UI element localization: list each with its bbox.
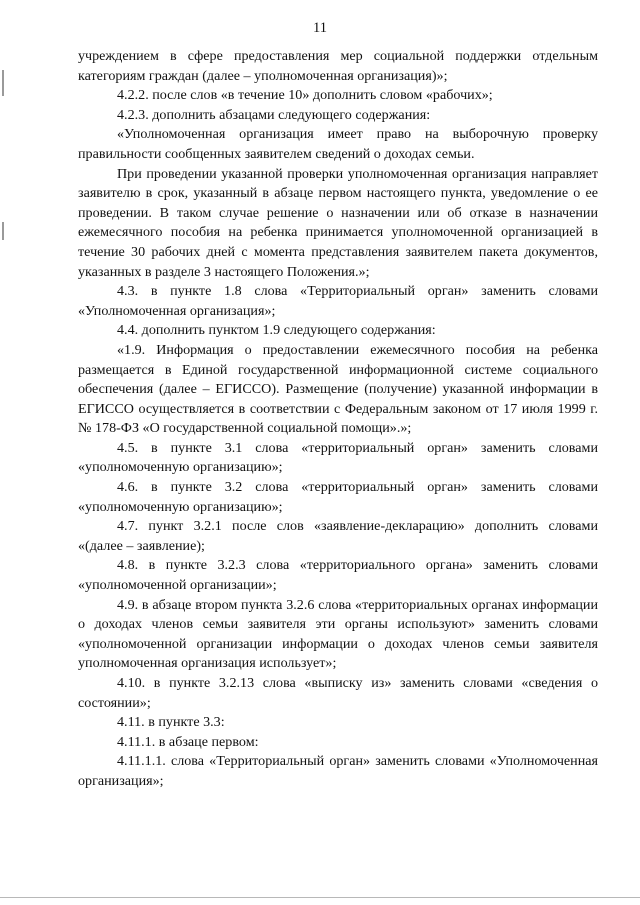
paragraph: 4.8. в пункте 3.2.3 слова «территориального органа» заменить словами «уполномоченной организации»; bbox=[78, 557, 598, 594]
paragraph: «Уполномоченная организация имеет право на выборочную проверку правильности сообщенных заявителем сведений о доходах семьи. bbox=[78, 126, 598, 162]
paragraph: 4.5. в пункте 3.1 слова «территориальный орган» заменить словами «уполномоченную организацию»; bbox=[78, 439, 598, 476]
paragraph: 4.6. в пункте 3.2 слова «территориальный орган» заменить словами «уполномоченную организацию»; bbox=[78, 479, 598, 515]
scan-bottom-edge bbox=[0, 897, 640, 898]
paragraph: При проведении указанной проверки уполномоченная организация направляет заявителю в срок, указанный в абзаце первом настоящего пункта, уведомление о ее проведении. В таком случае решение о назначении или об отказе в назначении ежемесячного пособия на ребенка принимается уполномоченной организацией в течение 30 рабочих дней с момента представления заявителем пакета документов, указанных в разделе 3 настоящего Положения.»; bbox=[78, 165, 598, 280]
paragraph: 4.2.3. дополнить абзацами следующего содержания: bbox=[117, 106, 431, 123]
paragraph: 4.11.1.1. слова «Территориальный орган» заменить словами «Уполномоченная организация»; bbox=[78, 753, 598, 789]
paragraph: 4.11. в пункте 3.3: bbox=[117, 714, 225, 731]
paragraph: «1.9. Информация о предоставлении ежемесячного пособия на ребенка размещается в Единой государственной информационной системе социального обеспечения (далее – ЕГИССО). Размещение (получение) указанной информации в ЕГИССО осуществляется в соответствии с Федеральным законом от 17 июля 1999 г. № 178-ФЗ «О государственной социальной помощи».»; bbox=[78, 341, 598, 437]
paragraph: 4.4. дополнить пунктом 1.9 следующего содержания: bbox=[117, 322, 436, 339]
paragraph: 4.2.2. после слов «в течение 10» дополнить словом «рабочих»; bbox=[117, 87, 493, 104]
document-body bbox=[78, 47, 598, 792]
scan-edge-mark bbox=[2, 70, 4, 96]
paragraph: учреждением в сфере предоставления мер социальной поддержки отдельным категориям граждан (далее – уполномоченная организация)»; bbox=[78, 48, 598, 84]
scan-edge-mark bbox=[2, 222, 4, 240]
paragraph: 4.10. в пункте 3.2.13 слова «выписку из» заменить словами «сведения о состоянии»; bbox=[78, 675, 598, 711]
page-number: 11 bbox=[313, 20, 327, 36]
paragraph: 4.11.1. в абзаце первом: bbox=[117, 733, 259, 750]
paragraph: 4.9. в абзаце втором пункта 3.2.6 слова «территориальных органах информации о доходах членов семьи заявителя эти органы используют» заменить словами «уполномоченной организации информации о доходах членов семьи заявителя уполномоченная организация использует»; bbox=[78, 596, 598, 672]
paragraph: 4.3. в пункте 1.8 слова «Территориальный орган» заменить словами «Уполномоченная организация»; bbox=[78, 283, 598, 319]
paragraph: 4.7. пункт 3.2.1 после слов «заявление-декларацию» дополнить словами «(далее – заявление); bbox=[78, 518, 598, 554]
